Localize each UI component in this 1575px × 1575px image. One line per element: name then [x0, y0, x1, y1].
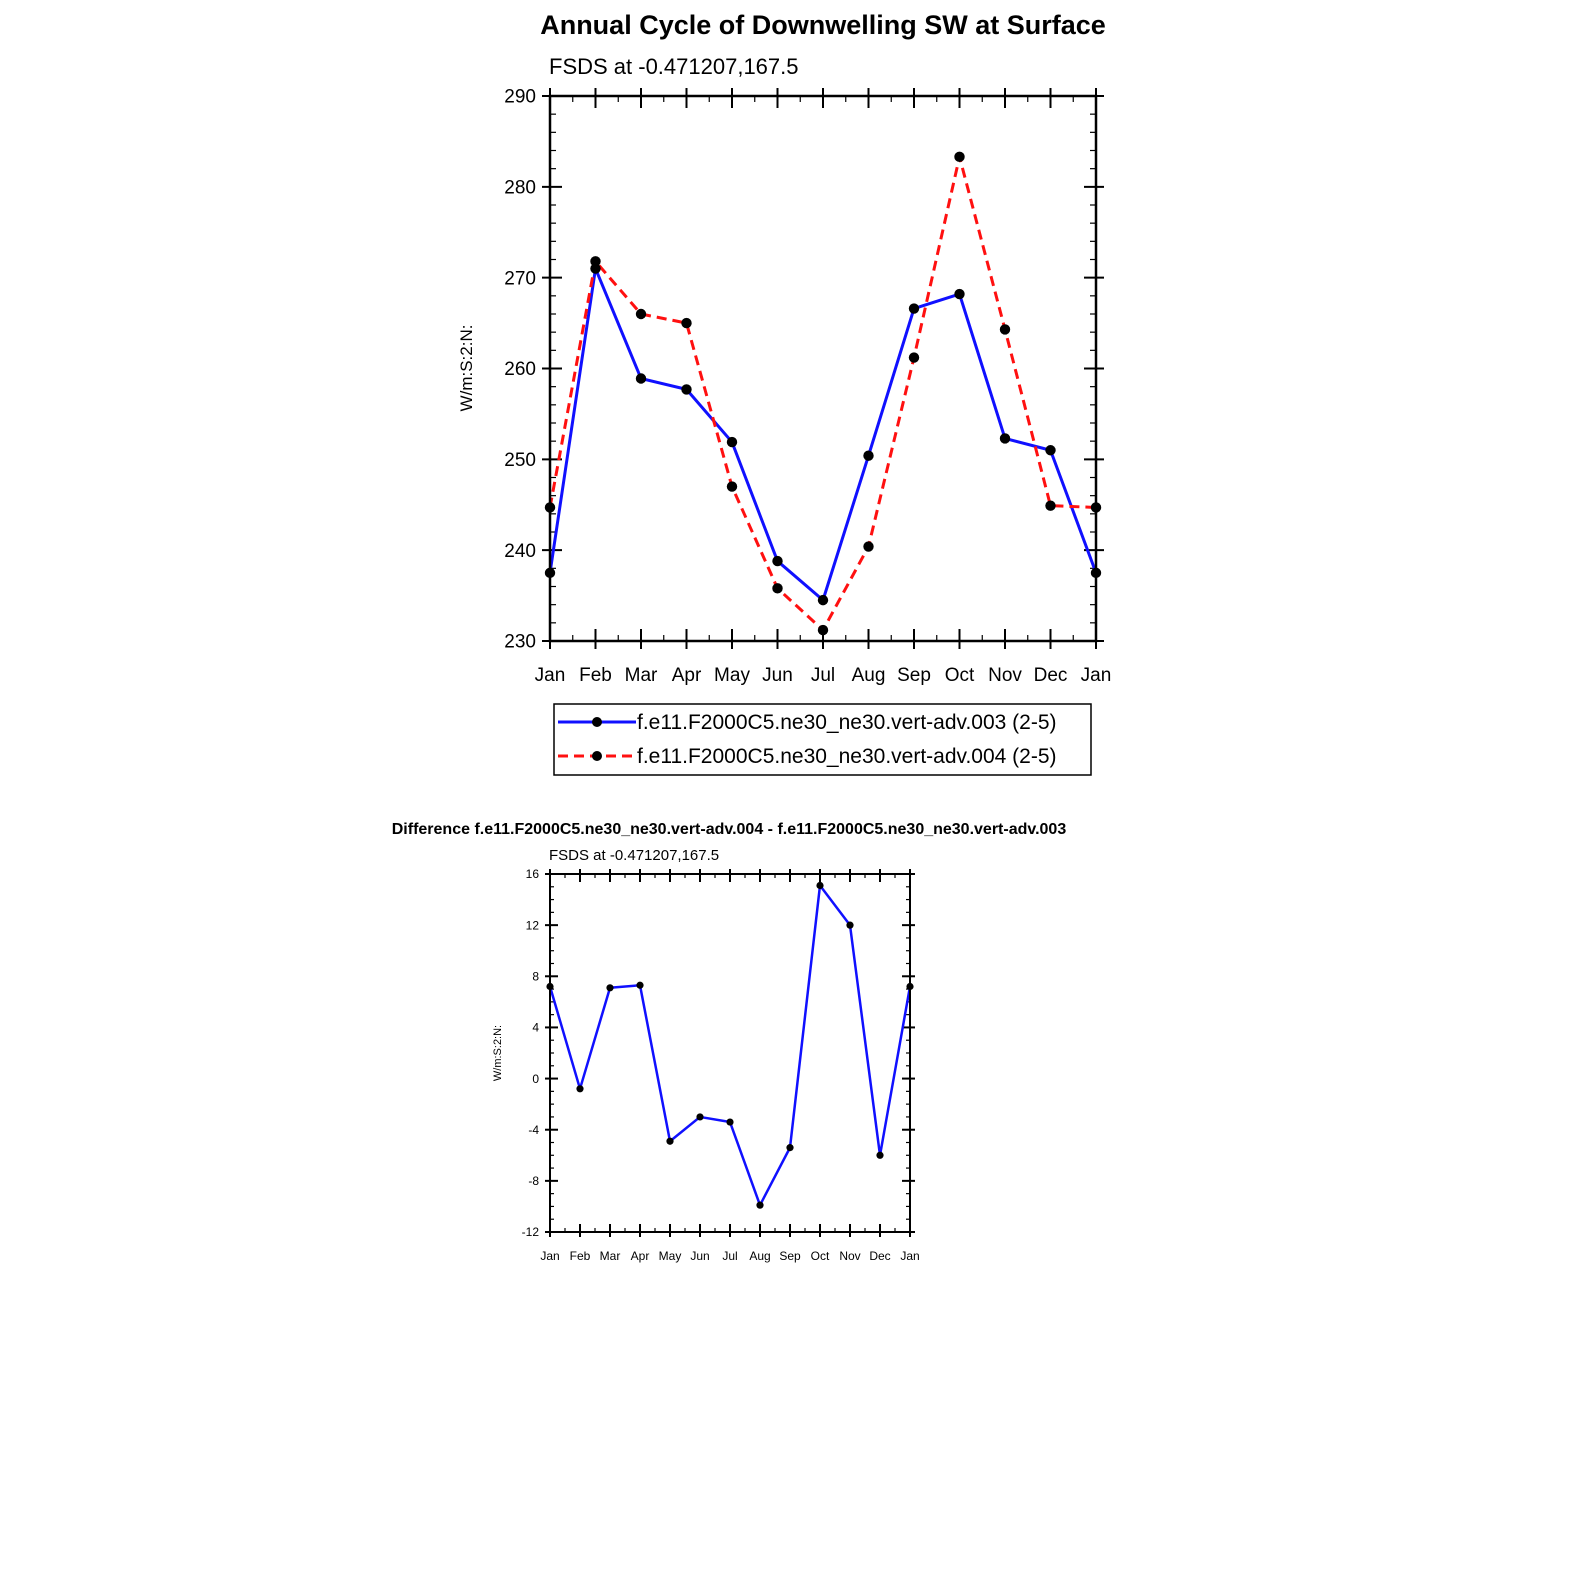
- difference-chart-minor-ticks: [550, 874, 910, 1232]
- series-2-point: [863, 541, 873, 551]
- series-2-point: [772, 583, 782, 593]
- x-tick-label: Jan: [540, 1249, 560, 1263]
- series-1-point: [909, 303, 919, 313]
- series-line-2: [550, 157, 1096, 630]
- difference-chart-subtitle: FSDS at -0.471207,167.5: [549, 847, 720, 864]
- x-tick-label: Sep: [897, 665, 931, 686]
- series-2-point: [1000, 324, 1010, 334]
- x-tick-label: Jun: [690, 1249, 710, 1263]
- series-1-point: [876, 1152, 883, 1159]
- y-tick-label: 12: [525, 918, 539, 933]
- series-2-point: [727, 481, 737, 491]
- top-chart-subtitle: FSDS at -0.471207,167.5: [549, 54, 799, 79]
- legend-marker-series-2: [592, 751, 602, 761]
- x-tick-label: May: [714, 665, 750, 686]
- legend: [554, 704, 1091, 775]
- x-tick-label: Aug: [749, 1249, 771, 1263]
- y-tick-label: 270: [504, 268, 536, 290]
- x-tick-label: Nov: [988, 665, 1022, 686]
- legend-label-series-1: f.e11.F2000C5.ne30_ne30.vert-adv.003 (2-5): [637, 711, 1057, 734]
- series-1-point: [576, 1085, 583, 1092]
- x-tick-label: Aug: [851, 665, 886, 686]
- x-tick-label: May: [658, 1249, 682, 1263]
- x-tick-label: Mar: [599, 1249, 621, 1263]
- series-1-point: [756, 1202, 763, 1209]
- y-tick-label: 230: [504, 631, 536, 653]
- series-1-point: [818, 595, 828, 605]
- top-chart-plot-frame: [550, 96, 1096, 641]
- legend-marker-series-1: [592, 717, 602, 727]
- x-tick-label: Apr: [671, 665, 702, 686]
- x-tick-label: Feb: [579, 665, 612, 686]
- y-tick-label: 250: [504, 449, 536, 471]
- series-1-point: [606, 984, 613, 991]
- y-tick-label: -8: [528, 1174, 539, 1189]
- top-chart-y-axis-label: W/m:S:2:N:: [457, 324, 476, 412]
- y-tick-label: 280: [504, 177, 536, 199]
- series-line-1: [550, 886, 910, 1206]
- top-chart-minor-ticks: [550, 96, 1096, 641]
- series-1-point: [786, 1144, 793, 1151]
- x-tick-label: Jan: [900, 1249, 920, 1263]
- x-tick-label: Apr: [630, 1249, 650, 1263]
- y-tick-label: 240: [504, 540, 536, 562]
- x-tick-label: Jan: [1080, 665, 1112, 686]
- difference-chart-series: [546, 882, 913, 1209]
- series-1-point: [846, 922, 853, 929]
- series-1-point: [666, 1138, 673, 1145]
- series-2-point: [1045, 500, 1055, 510]
- y-tick-label: 8: [532, 969, 539, 984]
- y-tick-label: 4: [532, 1020, 539, 1035]
- series-1-point: [1000, 433, 1010, 443]
- series-2-point: [954, 152, 964, 162]
- x-tick-label: Dec: [869, 1249, 891, 1263]
- series-1-point: [681, 384, 691, 394]
- series-1-point: [726, 1118, 733, 1125]
- x-tick-label: Jul: [722, 1249, 738, 1263]
- difference-chart: [392, 821, 1067, 1263]
- top-chart-series: [545, 152, 1101, 636]
- series-1-point: [636, 373, 646, 383]
- x-tick-label: Oct: [810, 1249, 830, 1263]
- series-2-point: [681, 318, 691, 328]
- series-2-point: [590, 256, 600, 266]
- series-2-point: [818, 625, 828, 635]
- x-tick-label: Nov: [839, 1249, 861, 1263]
- series-1-point: [816, 882, 823, 889]
- series-1-point: [954, 289, 964, 299]
- top-chart: [457, 10, 1111, 775]
- difference-chart-plot-frame: [550, 874, 910, 1232]
- series-line-1: [550, 269, 1096, 601]
- y-tick-label: 0: [532, 1071, 539, 1086]
- x-tick-label: Jan: [534, 665, 566, 686]
- x-tick-label: Mar: [624, 665, 658, 686]
- top-chart-title: Annual Cycle of Downwelling SW at Surface: [540, 10, 1106, 40]
- series-2-point: [636, 309, 646, 319]
- series-1-point: [863, 451, 873, 461]
- series-1-point: [696, 1113, 703, 1120]
- x-tick-label: Jun: [762, 665, 793, 686]
- legend-label-series-2: f.e11.F2000C5.ne30_ne30.vert-adv.004 (2-5): [637, 745, 1057, 768]
- difference-chart-y-ticks: [522, 867, 915, 1239]
- x-tick-label: Feb: [569, 1249, 591, 1263]
- y-tick-label: 260: [504, 359, 536, 381]
- series-1-point: [772, 556, 782, 566]
- difference-chart-x-ticks: [540, 869, 919, 1263]
- y-tick-label: 290: [504, 86, 536, 108]
- x-tick-label: Oct: [944, 665, 975, 686]
- series-1-point: [636, 982, 643, 989]
- y-tick-label: -12: [521, 1225, 539, 1240]
- series-1-point: [1045, 445, 1055, 455]
- series-1-point: [727, 437, 737, 447]
- series-2-point: [909, 352, 919, 362]
- y-tick-label: 16: [525, 867, 539, 882]
- difference-chart-title: Difference f.e11.F2000C5.ne30_ne30.vert-adv.004 - f.e11.F2000C5.ne30_ne30.vert-adv.003: [391, 821, 1067, 838]
- difference-chart-y-axis-label: W/m:S:2:N:: [492, 1024, 504, 1082]
- x-tick-label: Jul: [810, 665, 836, 686]
- x-tick-label: Dec: [1033, 665, 1068, 686]
- x-tick-label: Sep: [779, 1249, 801, 1263]
- y-tick-label: -4: [528, 1122, 539, 1137]
